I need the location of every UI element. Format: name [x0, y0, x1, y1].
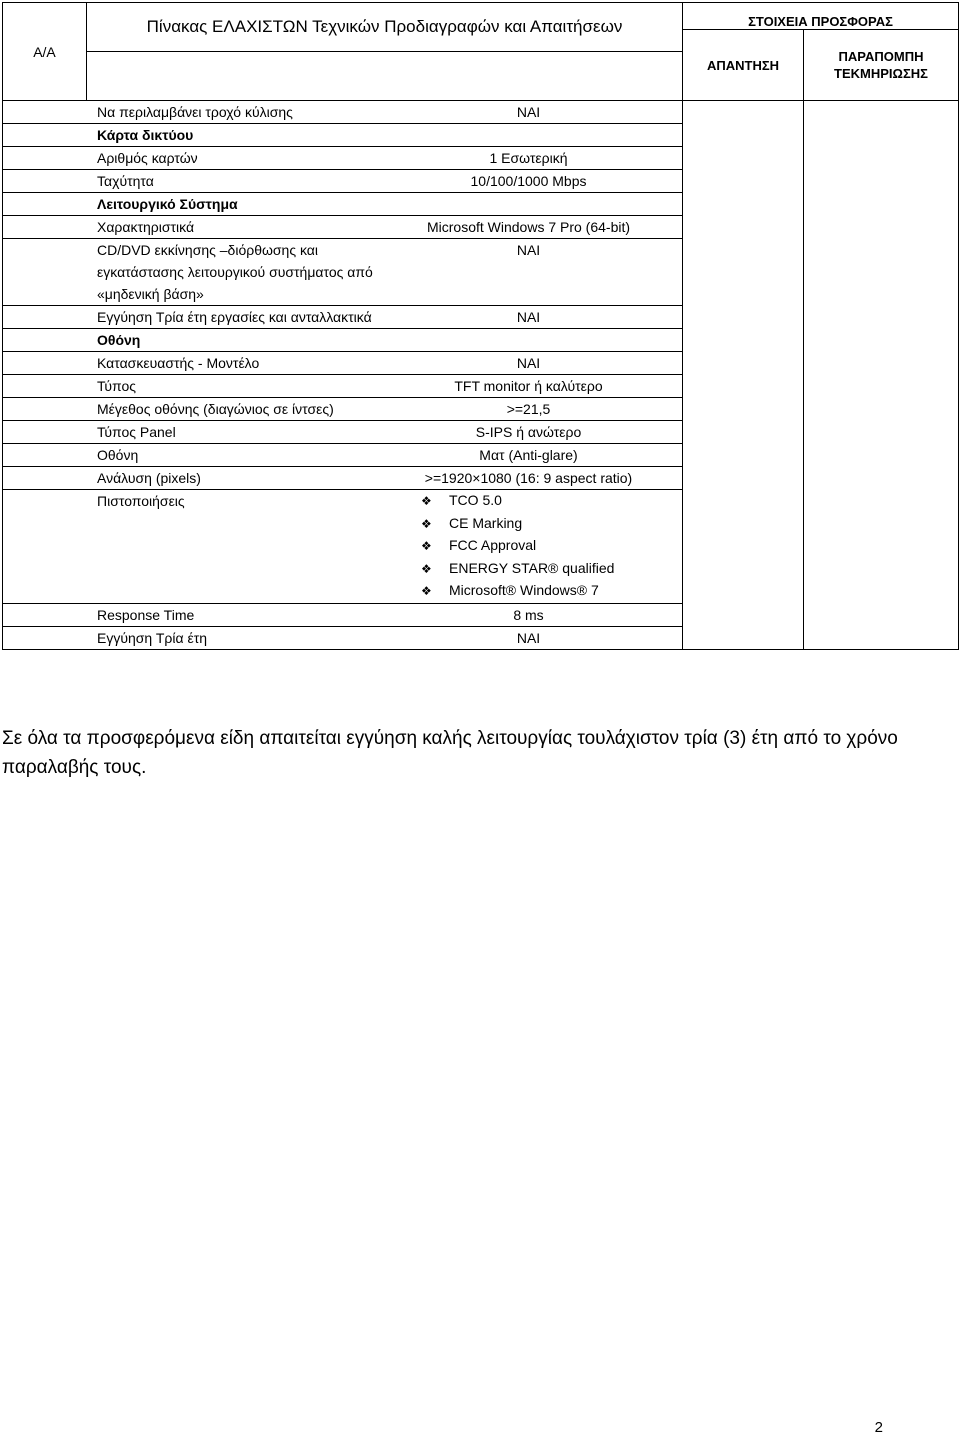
certification-label: TCO 5.0 [449, 492, 502, 508]
spec-value: >=21,5 [506, 401, 551, 417]
certification-item [421, 558, 678, 581]
certification-label: ENERGY STAR® qualified [449, 559, 615, 576]
spec-label: Ανάλυση (pixels) [97, 470, 201, 486]
spec-value: Ματ (Anti-glare) [479, 447, 578, 463]
spec-body [3, 101, 683, 650]
spec-value: ΝΑΙ [516, 355, 541, 371]
table-row [3, 398, 682, 421]
spec-label: Να περιλαμβάνει τροχό κύλισης [97, 104, 293, 120]
page-number: 2 [874, 1419, 883, 1436]
answer-header: ΑΠΑΝΤΗΣΗ [683, 30, 804, 101]
spec-value [379, 329, 678, 351]
certification-label: Microsoft® Windows® 7 [449, 582, 599, 598]
table-row [3, 604, 682, 627]
table-row [3, 101, 682, 124]
table-row [3, 352, 682, 375]
table-row [3, 216, 682, 239]
answer-cell[interactable] [683, 101, 804, 650]
certification-list [421, 490, 678, 603]
spec-label: Οθόνη [97, 447, 139, 463]
certification-label: CE Marking [449, 514, 523, 531]
spec-value: ΝΑΙ [516, 629, 541, 646]
col-aa-header: Α/Α [3, 3, 87, 101]
spec-label: Τύπος [97, 378, 136, 394]
spec-label: Κάρτα δικτύου [97, 127, 194, 143]
table-row [3, 490, 682, 604]
diamond-bullet-icon: ❖ [421, 516, 432, 531]
diamond-bullet-icon: ❖ [421, 494, 432, 508]
table-row [3, 444, 682, 467]
diamond-bullet-icon: ❖ [421, 584, 432, 598]
spec-label: Ταχύτητα [97, 173, 154, 189]
title-spacer [87, 52, 683, 101]
reference-header: ΠΑΡΑΠΟΜΠΗ ΤΕΚΜΗΡΙΩΣΗΣ [804, 30, 959, 101]
spec-rows [3, 101, 682, 649]
diamond-bullet-icon: ❖ [421, 561, 432, 576]
warranty-note: Σε όλα τα προσφερόμενα είδη απαιτείται εγγύηση καλής λειτουργίας τουλάχιστον τρία (3) έτη από το χρόνο παραλαβής τους. [2, 728, 898, 778]
spec-label: Κατασκευαστής - Μοντέλο [97, 355, 260, 371]
table-row [3, 627, 682, 649]
spec-value: ΝΑΙ [516, 104, 541, 120]
spec-label: Χαρακτηριστικά [97, 219, 195, 235]
spec-label: Μέγεθος οθόνης (διαγώνιος σε ίντσες) [97, 401, 334, 417]
certification-item [421, 513, 678, 536]
certification-item [421, 535, 678, 558]
spec-table [2, 2, 959, 650]
spec-label: Response Time [97, 606, 195, 623]
spec-value: 8 ms [513, 606, 544, 623]
spec-label: Οθόνη [97, 332, 141, 348]
table-row [3, 124, 682, 147]
spec-label: Εγγύηση Τρία έτη εργασίες και ανταλλακτικά [97, 309, 372, 325]
table-row [3, 375, 682, 398]
spec-value: ΝΑΙ [516, 242, 541, 258]
table-row [3, 147, 682, 170]
spec-value: S-IPS ή ανώτερο [475, 424, 582, 440]
spec-value: ΝΑΙ [516, 309, 541, 325]
offer-group-header: ΣΤΟΙΧΕΙΑ ΠΡΟΣΦΟΡΑΣ [683, 3, 959, 30]
spec-value [379, 490, 678, 603]
table-row [3, 193, 682, 216]
certification-item [421, 580, 678, 603]
spec-label: Εγγύηση Τρία έτη [97, 629, 208, 646]
spec-label: Αριθμός καρτών [97, 150, 198, 166]
spec-value: 1 Εσωτερική [489, 150, 568, 166]
spec-value: TFT monitor ή καλύτερο [454, 378, 603, 394]
table-row [3, 306, 682, 329]
table-row [3, 329, 682, 352]
spec-value [379, 193, 678, 215]
spec-value [379, 124, 678, 146]
spec-value: >=1920×1080 (16: 9 aspect ratio) [424, 470, 633, 486]
table-row [3, 170, 682, 193]
spec-value: Microsoft Windows 7 Pro (64-bit) [426, 219, 631, 235]
certification-item [421, 490, 678, 513]
reference-cell[interactable] [804, 101, 959, 650]
table-row [3, 421, 682, 444]
spec-label: Πιστοποιήσεις [97, 493, 185, 509]
table-row [3, 239, 682, 306]
diamond-bullet-icon: ❖ [421, 539, 432, 553]
table-row [3, 467, 682, 490]
table-title: Πίνακας ΕΛΑΧΙΣΤΩΝ Τεχνικών Προδιαγραφών και Απαιτήσεων [87, 3, 683, 52]
spec-label: CD/DVD εκκίνησης –διόρθωσης και εγκατάστασης λειτουργικού συστήματος από «μηδενική βάση» [97, 242, 373, 302]
certification-label: FCC Approval [449, 537, 537, 553]
spec-value: 10/100/1000 Mbps [470, 173, 587, 189]
spec-label: Λειτουργικό Σύστημα [97, 196, 238, 212]
spec-label: Τύπος Panel [97, 424, 176, 440]
